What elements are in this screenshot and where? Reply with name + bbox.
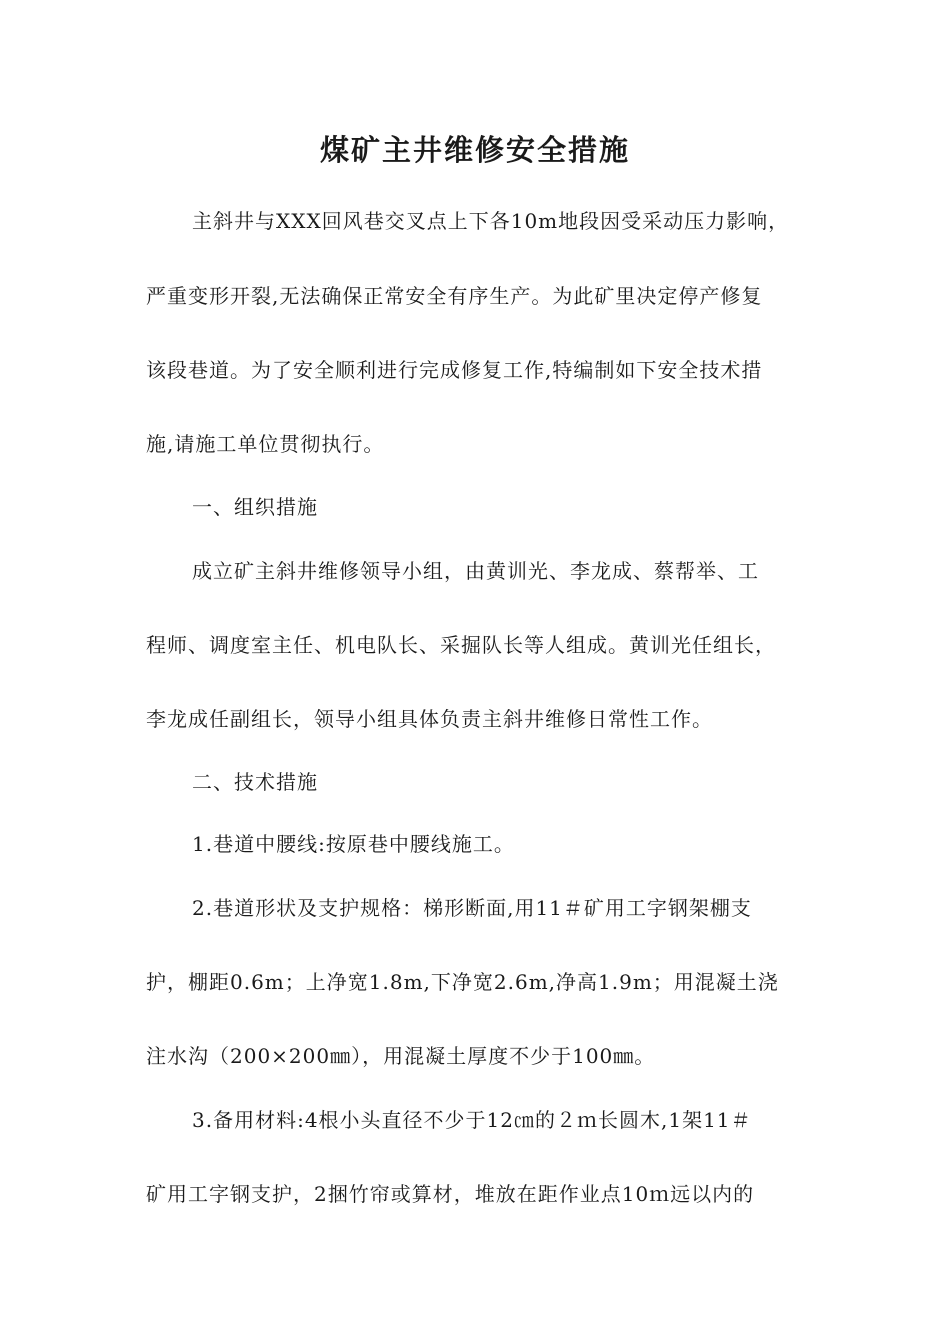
paragraph-line: 护，棚距0.6m；上净宽1.8m,下净宽2.6m,净高1.9m；用混凝土浇 xyxy=(146,970,779,994)
paragraph-line: 矿用工字钢支护，2捆竹帘或算材，堆放在距作业点10ｍ远以内的 xyxy=(146,1182,755,1206)
section-heading: 二、技术措施 xyxy=(192,770,318,794)
paragraph-line: 施,请施工单位贯彻执行。 xyxy=(146,432,385,456)
section-heading: 一、组织措施 xyxy=(192,495,318,519)
paragraph-line: 主斜井与XXX回风巷交叉点上下各10m地段因受采动压力影响， xyxy=(192,209,790,233)
paragraph-line: 3.备用材料:4根小头直径不少于12㎝的２ｍ长圆木,1架11＃ xyxy=(192,1108,752,1132)
paragraph-line: 1.巷道中腰线:按原巷中腰线施工。 xyxy=(192,832,515,856)
paragraph-line: 注水沟（200×200㎜），用混凝土厚度不少于100㎜。 xyxy=(146,1044,656,1068)
paragraph-line: 李龙成任副组长，领导小组具体负责主斜井维修日常性工作。 xyxy=(146,707,713,731)
paragraph-line: 该段巷道。为了安全顺利进行完成修复工作,特编制如下安全技术措 xyxy=(146,358,763,382)
paragraph-line: 程师、调度室主任、机电队长、采掘队长等人组成。黄训光任组长， xyxy=(146,633,776,657)
paragraph-line: 2.巷道形状及支护规格：梯形断面,用11＃矿用工字钢架棚支 xyxy=(192,896,752,920)
document-title: 煤矿主井维修安全措施 xyxy=(319,133,630,167)
paragraph-line: 严重变形开裂,无法确保正常安全有序生产。为此矿里决定停产修复 xyxy=(146,284,763,308)
paragraph-line: 成立矿主斜井维修领导小组，由黄训光、李龙成、蔡帮举、工 xyxy=(192,559,759,583)
